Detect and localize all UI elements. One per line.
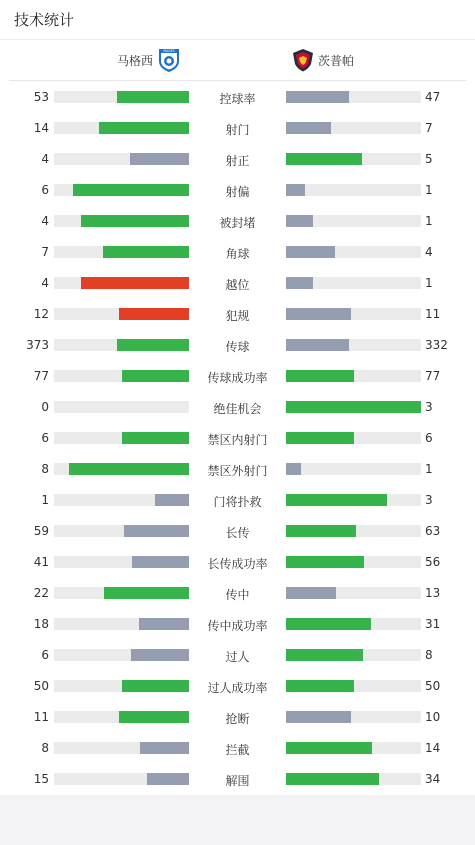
away-value: 50 [425, 679, 441, 693]
stat-row [0, 484, 475, 515]
home-bar-fill [69, 463, 189, 475]
away-value: 3 [425, 400, 433, 414]
teams-header [9, 40, 466, 81]
away-bar [286, 246, 421, 258]
stat-label: 传中成功率 [207, 619, 268, 633]
home-bar-fill [130, 153, 189, 165]
stat-label: 门将扑救 [213, 495, 262, 509]
home-value: 15 [33, 772, 49, 786]
home-bar-fill [81, 215, 189, 227]
away-team-logo-icon [291, 47, 315, 73]
home-bar [54, 184, 189, 196]
home-bar-fill [119, 308, 189, 320]
home-team[interactable] [117, 47, 181, 73]
stat-row [0, 639, 475, 670]
away-bar-fill [286, 773, 379, 785]
stat-row [0, 577, 475, 608]
home-bar [54, 463, 189, 475]
stat-row [0, 329, 475, 360]
home-bar [54, 122, 189, 134]
stat-label: 传中 [225, 588, 250, 602]
home-value: 1 [41, 493, 49, 507]
away-value: 63 [425, 524, 441, 538]
stat-label: 越位 [225, 278, 250, 292]
away-bar [286, 277, 421, 289]
stat-row [0, 701, 475, 732]
away-value: 77 [425, 369, 441, 383]
away-value: 31 [425, 617, 441, 631]
stat-label: 控球率 [219, 92, 256, 106]
away-bar-fill [286, 463, 301, 475]
home-value: 6 [41, 431, 49, 445]
stats-list [0, 81, 475, 794]
stat-row [0, 112, 475, 143]
away-bar [286, 742, 421, 754]
stat-row [0, 298, 475, 329]
away-bar-fill [286, 215, 313, 227]
home-value: 22 [33, 586, 49, 600]
stat-row [0, 453, 475, 484]
away-bar-fill [286, 742, 372, 754]
home-value: 8 [41, 462, 49, 476]
away-value: 5 [425, 152, 433, 166]
away-team-name: 茨普帕 [318, 53, 355, 68]
away-value: 34 [425, 772, 441, 786]
away-value: 56 [425, 555, 441, 569]
away-bar [286, 463, 421, 475]
stat-row [0, 732, 475, 763]
home-bar-fill [147, 773, 189, 785]
home-bar-fill [155, 494, 189, 506]
away-bar-fill [286, 587, 336, 599]
home-value: 41 [33, 555, 49, 569]
home-value: 50 [33, 679, 49, 693]
away-bar-fill [286, 184, 305, 196]
away-value: 4 [425, 245, 433, 259]
away-bar [286, 339, 421, 351]
stat-label: 拦截 [225, 743, 250, 757]
home-value: 11 [33, 710, 49, 724]
away-bar [286, 401, 421, 413]
home-bar [54, 556, 189, 568]
home-bar [54, 246, 189, 258]
home-value: 373 [26, 338, 49, 352]
home-bar [54, 153, 189, 165]
away-team[interactable] [291, 47, 354, 73]
stat-row [0, 391, 475, 422]
home-bar-fill [131, 649, 189, 661]
home-bar-fill [117, 339, 189, 351]
home-bar [54, 339, 189, 351]
home-bar-fill [73, 184, 189, 196]
stat-row [0, 360, 475, 391]
home-bar [54, 401, 189, 413]
away-bar [286, 556, 421, 568]
stat-label: 抢断 [225, 712, 250, 726]
away-bar-fill [286, 339, 349, 351]
stat-label: 过人成功率 [207, 681, 268, 695]
away-value: 332 [425, 338, 448, 352]
home-bar-fill [81, 277, 189, 289]
away-bar-fill [286, 556, 364, 568]
home-bar [54, 773, 189, 785]
home-bar [54, 618, 189, 630]
stat-row [0, 174, 475, 205]
home-bar-fill [122, 432, 190, 444]
away-value: 10 [425, 710, 441, 724]
home-value: 12 [33, 307, 49, 321]
home-bar-fill [99, 122, 189, 134]
home-bar-fill [103, 246, 189, 258]
stat-row [0, 143, 475, 174]
home-value: 0 [41, 400, 49, 414]
away-bar-fill [286, 153, 362, 165]
home-bar [54, 649, 189, 661]
stat-row [0, 422, 475, 453]
home-value: 18 [33, 617, 49, 631]
home-value: 8 [41, 741, 49, 755]
home-team-logo-icon [157, 47, 181, 73]
home-bar-fill [119, 711, 189, 723]
home-bar-fill [122, 370, 190, 382]
away-bar [286, 91, 421, 103]
away-value: 47 [425, 90, 441, 104]
home-bar [54, 525, 189, 537]
home-value: 77 [33, 369, 49, 383]
away-bar-fill [286, 711, 351, 723]
away-bar-fill [286, 308, 351, 320]
home-bar-fill [140, 742, 189, 754]
away-bar [286, 153, 421, 165]
home-bar-fill [124, 525, 189, 537]
away-bar [286, 494, 421, 506]
stat-label: 传球成功率 [207, 371, 268, 385]
away-bar-fill [286, 401, 421, 413]
page-title: 技术统计 [0, 0, 475, 40]
away-value: 13 [425, 586, 441, 600]
home-bar [54, 494, 189, 506]
home-value: 4 [41, 276, 49, 290]
away-value: 11 [425, 307, 441, 321]
away-bar-fill [286, 525, 356, 537]
stat-label: 禁区外射门 [207, 464, 268, 478]
away-value: 8 [425, 648, 433, 662]
home-bar [54, 680, 189, 692]
away-bar-fill [286, 649, 363, 661]
home-bar-fill [104, 587, 189, 599]
stat-row [0, 763, 475, 794]
stat-label: 被封堵 [219, 216, 256, 230]
home-value: 7 [41, 245, 49, 259]
away-bar [286, 184, 421, 196]
home-bar-fill [132, 556, 189, 568]
away-bar [286, 587, 421, 599]
stat-row [0, 670, 475, 701]
away-bar-fill [286, 432, 354, 444]
away-value: 1 [425, 183, 433, 197]
away-value: 7 [425, 121, 433, 135]
away-bar-fill [286, 618, 371, 630]
stat-label: 射门 [225, 123, 250, 137]
away-bar-fill [286, 91, 349, 103]
stat-row [0, 236, 475, 267]
stat-label: 长传 [225, 526, 250, 540]
stat-label: 传球 [225, 340, 250, 354]
away-bar-fill [286, 494, 387, 506]
stat-label: 角球 [225, 247, 250, 261]
home-value: 4 [41, 152, 49, 166]
home-value: 6 [41, 183, 49, 197]
home-value: 59 [33, 524, 49, 538]
home-bar [54, 742, 189, 754]
svg-text:MAGES: MAGES [163, 49, 175, 54]
stat-label: 禁区内射门 [207, 433, 268, 447]
stat-label: 绝佳机会 [213, 402, 262, 416]
stat-row [0, 267, 475, 298]
home-bar-fill [139, 618, 189, 630]
home-bar [54, 432, 189, 444]
home-bar [54, 91, 189, 103]
stat-row [0, 205, 475, 236]
home-value: 6 [41, 648, 49, 662]
stat-row [0, 608, 475, 639]
away-bar [286, 649, 421, 661]
home-bar [54, 711, 189, 723]
stat-label: 解围 [225, 774, 250, 788]
away-bar [286, 711, 421, 723]
away-bar [286, 215, 421, 227]
stat-label: 过人 [225, 650, 250, 664]
home-value: 4 [41, 214, 49, 228]
away-bar [286, 773, 421, 785]
away-bar-fill [286, 370, 354, 382]
away-bar-fill [286, 122, 331, 134]
away-bar-fill [286, 246, 335, 258]
away-value: 6 [425, 431, 433, 445]
away-value: 3 [425, 493, 433, 507]
stat-row [0, 515, 475, 546]
home-bar-fill [117, 91, 189, 103]
away-bar [286, 122, 421, 134]
away-bar-fill [286, 277, 313, 289]
stat-row [0, 546, 475, 577]
away-value: 14 [425, 741, 441, 755]
home-team-name: 马格西 [116, 53, 153, 68]
away-value: 1 [425, 276, 433, 290]
stat-row [0, 81, 475, 112]
stat-label: 射偏 [225, 185, 250, 199]
home-bar [54, 215, 189, 227]
away-bar [286, 618, 421, 630]
home-bar [54, 277, 189, 289]
home-bar-fill [122, 680, 190, 692]
home-bar [54, 587, 189, 599]
home-bar [54, 308, 189, 320]
away-value: 1 [425, 214, 433, 228]
stat-label: 射正 [225, 154, 250, 168]
stat-label: 犯规 [225, 309, 250, 323]
home-bar [54, 370, 189, 382]
home-value: 14 [33, 121, 49, 135]
stat-label: 长传成功率 [207, 557, 268, 571]
away-bar [286, 432, 421, 444]
away-value: 1 [425, 462, 433, 476]
away-bar [286, 525, 421, 537]
away-bar-fill [286, 680, 354, 692]
away-bar [286, 370, 421, 382]
away-bar [286, 680, 421, 692]
home-value: 53 [33, 90, 49, 104]
away-bar [286, 308, 421, 320]
